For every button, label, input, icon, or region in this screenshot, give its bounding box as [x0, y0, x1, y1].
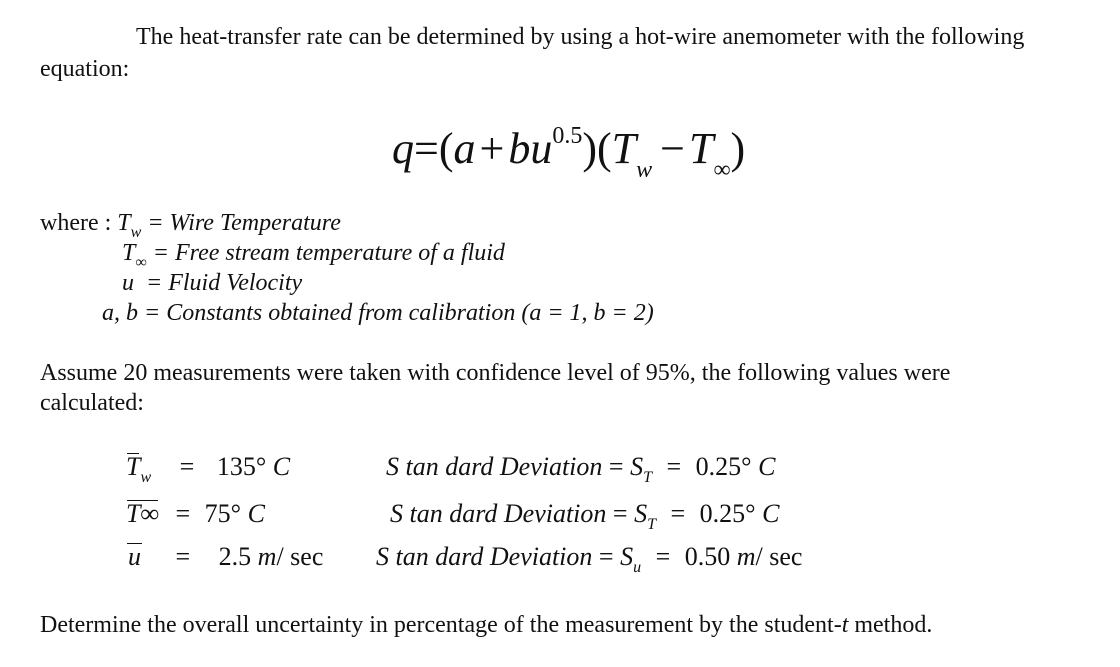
- row3-equals: =: [175, 542, 191, 571]
- assume-line-1: Assume 20 measurements were taken with confidence level of 95%, the following values were: [40, 360, 951, 386]
- tinf-subscript: ∞: [135, 254, 147, 271]
- meas-row-1-left: [126, 452, 290, 486]
- where-label: where :: [40, 210, 112, 236]
- tinf-symbol: T: [122, 240, 136, 266]
- u-symbol: u: [122, 270, 134, 296]
- eq-exponent: 0.5: [552, 123, 583, 149]
- eq-a: a: [453, 124, 476, 173]
- row2-equals: =: [175, 499, 191, 528]
- tw-subscript: w: [130, 224, 142, 241]
- row1-equals: =: [179, 452, 195, 481]
- row3-sd-subscript: u: [633, 559, 642, 576]
- eq-close-paren-1: ): [582, 124, 597, 173]
- eq-open-paren-2: (: [596, 124, 612, 173]
- row1-value: 135°: [216, 452, 267, 481]
- def-row-tinf: [122, 238, 505, 271]
- row2-sd-value: 0.25°: [699, 499, 756, 528]
- intro-line-1: The heat-transfer rate can be determined by using a hot-wire anemometer with the following: [136, 24, 1025, 50]
- row3-sd-equals-2: =: [655, 542, 671, 571]
- row2-sd-subscript: T: [647, 516, 656, 533]
- row3-sd-unit: m: [736, 542, 756, 571]
- eq-plus: +: [479, 124, 505, 173]
- meas-row-2-right: [390, 499, 779, 533]
- def-row-u: [122, 268, 302, 298]
- meas-row-3-left: [126, 542, 323, 572]
- row1-sd-symbol: S: [630, 452, 644, 481]
- meas-row-3-right: [376, 542, 802, 576]
- tw-bar-symbol: T: [126, 452, 141, 481]
- row3-sd-equals: =: [598, 542, 614, 571]
- question-t: t: [841, 612, 849, 638]
- def-row-tw: [40, 208, 341, 241]
- u-definition: = Fluid Velocity: [146, 270, 303, 296]
- eq-minus: −: [660, 124, 685, 173]
- eq-sub-w: w: [636, 157, 653, 183]
- eq-t-wire: T: [611, 124, 637, 173]
- eq-equals: =: [414, 124, 439, 173]
- row1-sd-value: 0.25°: [695, 452, 752, 481]
- row2-sd-label: S tan dard Deviation: [390, 499, 607, 528]
- tinf-bar-symbol: T∞: [126, 499, 159, 528]
- def-row-ab: [102, 298, 654, 328]
- assume-line-2: calculated:: [40, 390, 144, 416]
- tw-definition: = Wire Temperature: [147, 210, 341, 236]
- row3-unit-2: / sec: [276, 542, 324, 571]
- row1-sd-label: S tan dard Deviation: [386, 452, 603, 481]
- meas-row-2-left: [126, 499, 265, 529]
- eq-sub-inf: ∞: [713, 157, 731, 183]
- intro-line-2: equation:: [40, 56, 130, 82]
- row1-sd-equals-2: =: [666, 452, 682, 481]
- question-line: [40, 610, 932, 640]
- eq-b: b: [508, 124, 531, 173]
- main-equation: [392, 124, 745, 181]
- tw-bar-subscript: w: [140, 469, 152, 486]
- row1-sd-subscript: T: [643, 469, 652, 486]
- eq-lhs: q: [392, 124, 414, 173]
- eq-close-paren-2: ): [730, 124, 746, 173]
- eq-t-inf: T: [688, 124, 714, 173]
- row2-sd-symbol: S: [634, 499, 648, 528]
- eq-u: u: [530, 124, 553, 173]
- u-bar-symbol: u: [128, 542, 141, 571]
- row1-sd-equals: =: [608, 452, 624, 481]
- row3-sd-unit-2: / sec: [755, 542, 803, 571]
- row2-unit: C: [247, 499, 265, 528]
- question-text: Determine the overall uncertainty in percentage of the measurement by the student-: [40, 612, 842, 638]
- tinf-definition: = Free stream temperature of a fluid: [152, 240, 505, 266]
- row3-sd-value: 0.50: [684, 542, 731, 571]
- row3-unit: m: [257, 542, 277, 571]
- question-text-end: method.: [848, 612, 933, 638]
- meas-row-1-right: [386, 452, 775, 486]
- row3-value: 2.5: [218, 542, 252, 571]
- ab-symbol: a, b: [102, 300, 138, 326]
- row1-sd-unit: C: [758, 452, 776, 481]
- row3-sd-symbol: S: [620, 542, 634, 571]
- eq-open-paren-1: (: [438, 124, 454, 173]
- row2-sd-unit: C: [762, 499, 780, 528]
- tw-symbol: T: [117, 210, 131, 236]
- row2-sd-equals-2: =: [670, 499, 686, 528]
- row1-unit: C: [272, 452, 291, 481]
- row2-sd-equals: =: [612, 499, 628, 528]
- row3-sd-label: S tan dard Deviation: [376, 542, 593, 571]
- ab-definition: = Constants obtained from calibration (a = 1, b = 2): [144, 300, 654, 326]
- row2-value: 75°: [204, 499, 242, 528]
